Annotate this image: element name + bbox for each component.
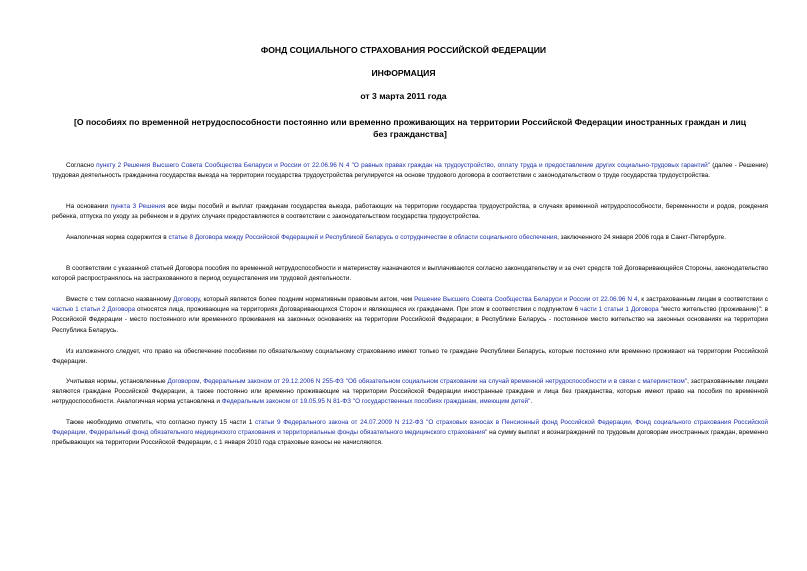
document-type-heading: ИНФОРМАЦИЯ: [371, 68, 436, 78]
paragraph-text: , застрахованными лицами являются граждане Российской Федерации, а также постоянно или временно проживающие на территории Российской Федерации иностранные граждане и лица без гражданства, которые имеют право на пособия по временной нетрудоспособности. Аналогичная норма установлена и: [52, 378, 768, 406]
paragraph-text: , к застрахованным лицам в соответствии с: [637, 296, 768, 303]
organization-heading: ФОНД СОЦИАЛЬНОГО СТРАХОВАНИЯ РОССИЙСКОЙ ФЕДЕРАЦИИ: [260, 45, 547, 55]
paragraph-text: Из изложенного следует, что право на обеспечение пособиями по обязательному социальному страхованию имеют только те граждане Республики Беларусь, которые постоянно или временно проживают на территории Российской Федерации.: [52, 348, 768, 366]
paragraph: [52, 161, 768, 181]
paragraph: [52, 233, 768, 243]
paragraph-text: Согласно: [66, 162, 97, 169]
paragraph-text: все виды пособий и выплат гражданам государства выезда, работающих на территории государства трудоустройства, в случаях временной нетрудоспособности, беременности и родов, рождения ребенка, отпуска по уходу за ребенком и в других случаях предоставляются в соответствии с законодательством государства трудоустройства.: [52, 203, 768, 221]
paragraph: [52, 418, 768, 449]
document-title: [О пособиях по временной нетрудоспособности постоянно или временно проживающих на территории Российской Федерации иностранных граждан и лиц без гражданства]: [73, 117, 747, 139]
paragraph-text: .: [530, 398, 533, 406]
paragraph-text: , заключенного 24 января 2006 года в Санкт-Петербурге.: [557, 234, 726, 241]
paragraph-text: относятся лица, проживающие на территориях Договаривающихся Сторон и являющиеся их гражданами. При этом в соответствии с подпунктом 6: [135, 306, 581, 314]
paragraph: [52, 295, 768, 336]
paragraph-text: Учитывая нормы, установленные: [66, 378, 168, 385]
document-link[interactable]: Федеральным законом от 29.12.2006 N 255-ФЗ "Об обязательном социальном страховании на случай временной нетрудоспособности и в связи с материнством": [203, 378, 688, 385]
paragraph: [52, 264, 768, 284]
document-link[interactable]: статье 8 Договора между Российской Федерацией и Республикой Беларусь о сотрудничестве в области социального обеспечения: [168, 234, 558, 241]
paragraph-text: (далее - Решение) трудовая деятельность гражданина государства выезда на территории государства трудоустройства регулируется на основе трудового договора в соответствии с законодательством о труде государства трудоустройства.: [52, 162, 769, 180]
paragraph: [52, 202, 768, 222]
paragraph-text: ,: [199, 378, 204, 385]
paragraph-text: Вместе с тем согласно названному: [66, 296, 174, 303]
paragraph-text: Также необходимо отметить, что согласно пункту 15 части 1: [66, 419, 256, 426]
paragraph: [52, 377, 768, 408]
document-link[interactable]: частью 1 статьи 2 Договора: [52, 306, 136, 314]
paragraph-text: Аналогичная норма содержится в: [66, 234, 169, 241]
document-link[interactable]: Договору: [173, 296, 200, 303]
paragraph: [52, 347, 768, 367]
document-link[interactable]: Договором: [167, 378, 200, 385]
paragraph-text: , который является более поздним нормативным правовым актом, чем: [199, 296, 415, 303]
paragraph-text: "место жительство (проживание)": в Российской Федерации - место постоянного или временного проживания на законных основаниях на территории Российской Федерации; в Республике Беларусь - постоянное место жительство на законных основаниях на территории Республика Беларусь.: [52, 306, 768, 334]
document-link[interactable]: Решение Высшего Совета Сообщества Беларуси и России от 22.06.96 N 4: [414, 296, 638, 303]
paragraph-text: В соответствии с указанной статьей Договора пособия по временной нетрудоспособности и материнству назначаются и выплачиваются согласно законодательству и за счет средств той Договаривающейся Стороны, законодательство которой распространялось на застрахованного в период осуществления им трудовой деятельности.: [52, 265, 768, 283]
paragraph-text: на сумму выплат и вознаграждений по трудовым договорам иностранных граждан, временно пребывающих на территории Российской Федерации, с 1 января 2010 года страховые взносы не начисляются.: [52, 429, 768, 447]
document-link[interactable]: Федеральным законом от 19.05.95 N 81-ФЗ "О государственных пособиях гражданам, имеющим детей": [221, 398, 531, 406]
document-link[interactable]: статьи 9 Федерального закона от 24.07.2009 N 212-ФЗ "О страховых взносах в Пенсионный фонд Российской Федерации, Фонд социального страхования Российской Федерации, Федеральный фонд обязательного медицинского страхования и территориальные фонды обязательного медицинского страхования": [52, 419, 768, 437]
document-date: от 3 марта 2011 года: [360, 91, 447, 101]
document-link[interactable]: пункта 3 Решения: [110, 203, 166, 210]
paragraph-text: На основании: [66, 203, 111, 210]
document-link[interactable]: пункту 2 Решения Высшего Совета Сообщества Беларуси и России от 22.06.96 N 4 "О равных правах граждан на трудоустройство, оплату труда и предоставление других социально-трудовых гарантий": [96, 162, 710, 169]
document-link[interactable]: части 1 статьи 1 Договора: [580, 306, 659, 314]
